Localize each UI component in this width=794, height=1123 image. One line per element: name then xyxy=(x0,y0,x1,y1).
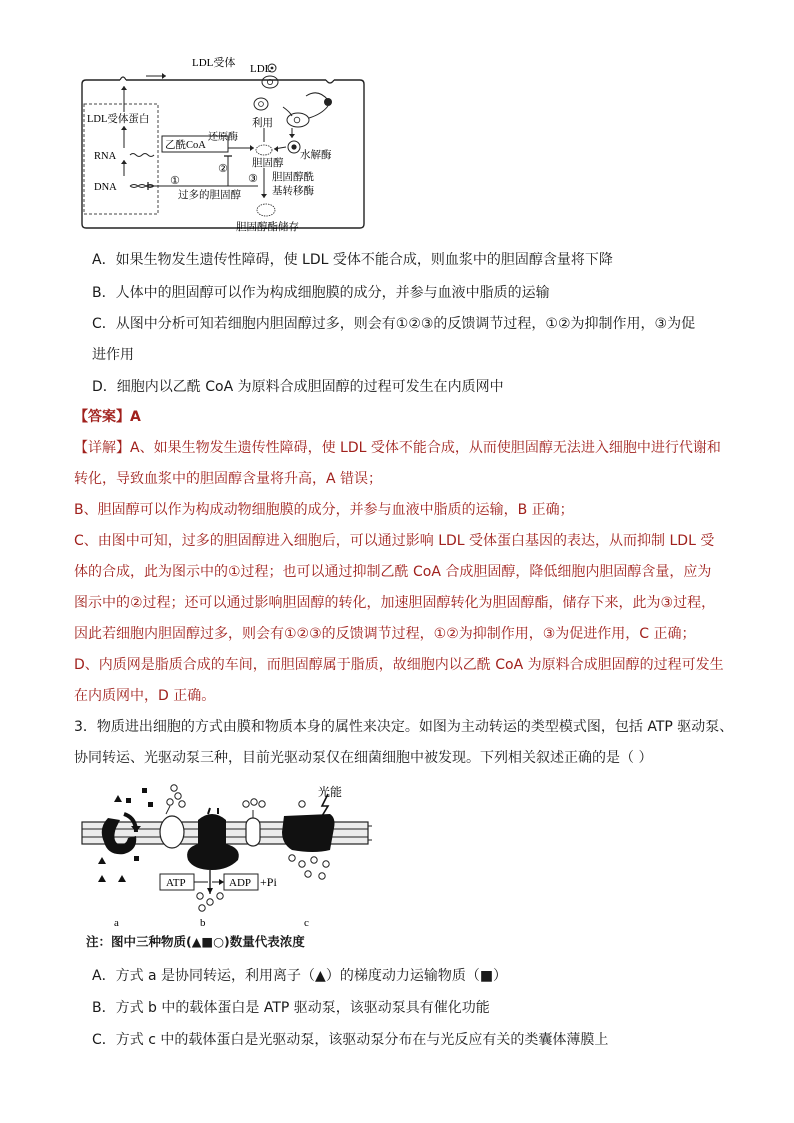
light-driven-pump-protein xyxy=(282,814,335,852)
solute-circle-icon xyxy=(197,893,203,899)
cholesterol-ester-icon xyxy=(257,204,275,216)
endocytic-vesicle-icon xyxy=(262,76,278,88)
q2-detail-line: B、胆固醇可以作为构成动物细胞膜的成分，并参与血液中脂质的运输，B 正确； xyxy=(74,502,574,518)
vesicle-icon xyxy=(254,98,268,110)
cholesterol-label: 胆固醇 xyxy=(252,158,284,169)
q2-detail-line: 在内质网中，D 正确。 xyxy=(74,688,216,704)
q3-stem-line-2: 协同转运、光驱动泵三种，目前光驱动泵仅在细菌细胞中被发现。下列相关叙述正确的是（ ） xyxy=(74,750,653,766)
endosome-icon xyxy=(287,113,309,127)
label-c: c xyxy=(304,917,309,929)
solute-circle-icon xyxy=(319,873,325,879)
light-label: 光能 xyxy=(318,785,343,799)
atp-label: ATP xyxy=(166,877,186,889)
q3-option-a: A．方式 a 是协同转运，利用离子（▲）的梯度动力运输物质（■） xyxy=(92,968,508,984)
q2-option-a: A．如果生物发生遗传性障碍，使 LDL 受体不能合成，则血浆中的胆固醇含量将下降 xyxy=(92,252,613,268)
ion-triangle-icon xyxy=(98,857,106,864)
solute-circle-icon xyxy=(289,855,295,861)
solute-circle-icon xyxy=(179,801,185,807)
q2-detail-line: 图示中的②过程；还可以通过影响胆固醇的转化，加速胆固醇转化为胆固醇酯，储存下来，此为③过程， xyxy=(74,595,716,611)
solute-square-icon xyxy=(134,856,139,861)
solute-circle-icon xyxy=(167,799,173,805)
label-b: b xyxy=(200,917,206,929)
pi-label: +Pi xyxy=(260,875,277,889)
solute-circle-icon xyxy=(217,893,223,899)
acyltransferase-label-1: 胆固醇酰 xyxy=(272,172,314,183)
solute-square-icon xyxy=(142,788,147,793)
label-a: a xyxy=(114,917,119,929)
marker-1: ① xyxy=(170,174,180,187)
q2-option-c-line-1: C．从图中分析可知若细胞内胆固醇过多，则会有①②③的反馈调节过程，①②为抑制作用，③为促 xyxy=(92,316,696,332)
q3-stem-line-1: 3．物质进出细胞的方式由膜和物质本身的属性来决定。如图为主动转运的类型模式图，包括 ATP 驱动泵、 xyxy=(74,719,734,735)
solute-circle-icon xyxy=(199,905,205,911)
ester-storage-label: 胆固醇酯储存 xyxy=(236,222,299,233)
rna-label: RNA xyxy=(94,151,117,162)
hydrolase-label: 水解酶 xyxy=(300,150,332,161)
returning-vesicle-icon xyxy=(324,98,332,106)
reductase-label: 还原酶 xyxy=(208,132,238,143)
solute-circle-icon xyxy=(243,801,249,807)
solute-circle-icon xyxy=(259,801,265,807)
q3-option-c: C．方式 c 中的载体蛋白是光驱动泵，该驱动泵分布在与光反应有关的类囊体薄膜上 xyxy=(92,1032,609,1048)
dna-label: DNA xyxy=(94,182,117,193)
q3-figure-note: 注：图中三种物质(▲■○)数量代表浓度 xyxy=(86,934,305,949)
solute-circle-icon xyxy=(171,785,177,791)
q2-option-d: D．细胞内以乙酰 CoA 为原料合成胆固醇的过程可发生在内质网中 xyxy=(92,379,504,395)
ldl-receptor-protein-label: LDL受体蛋白 xyxy=(87,114,150,125)
carrier-protein xyxy=(160,816,184,848)
q2-detail-line: 体的合成，此为图示中的①过程；也可以通过抑制乙酰 CoA 合成胆固醇，降低细胞内胆固醇含量，应为 xyxy=(74,564,712,580)
acyltransferase-label-2: 基转移酶 xyxy=(272,186,314,197)
solute-circle-icon xyxy=(311,857,317,863)
cholesterol-regulation-diagram xyxy=(78,52,370,234)
q2-detail-line: 因此若细胞内胆固醇过多，则会有①②③的反馈调节过程，①②为抑制作用，③为促进作用，C 正确； xyxy=(74,626,696,642)
q2-answer: 【答案】A xyxy=(74,409,141,425)
adp-label: ADP xyxy=(229,877,252,889)
marker-2: ② xyxy=(218,162,228,175)
solute-circle-icon xyxy=(175,793,181,799)
active-transport-diagram xyxy=(78,784,378,930)
marker-3: ③ xyxy=(248,172,258,185)
solute-circle-icon xyxy=(251,799,257,805)
excess-cholesterol-label: 过多的胆固醇 xyxy=(178,190,241,201)
cholesterol-icon xyxy=(256,145,272,155)
q2-option-c-line-2: 进作用 xyxy=(92,347,134,363)
solute-circle-icon xyxy=(299,801,305,807)
q2-detail-line: 转化，导致血浆中的胆固醇含量将升高，A 错误； xyxy=(74,471,383,487)
ldl-receptor-label: LDL受体 xyxy=(192,57,236,69)
acetyl-coa-label: 乙酰CoA xyxy=(165,140,206,151)
solute-circle-icon xyxy=(207,899,213,905)
solute-square-icon xyxy=(126,798,131,803)
q2-option-b: B．人体中的胆固醇可以作为构成细胞膜的成分，并参与血液中脂质的运输 xyxy=(92,285,550,301)
q2-detail-line: D、内质网是脂质合成的车间，而胆固醇属于脂质，故细胞内以乙酰 CoA 为原料合成胆固醇的过程可发生 xyxy=(74,657,724,673)
ldl-label: LDL xyxy=(250,63,272,75)
solute-circle-icon xyxy=(323,861,329,867)
solute-circle-icon xyxy=(305,871,311,877)
ion-triangle-icon xyxy=(114,795,122,802)
q3-option-b: B．方式 b 中的载体蛋白是 ATP 驱动泵，该驱动泵具有催化功能 xyxy=(92,1000,490,1016)
use-label: 利用 xyxy=(252,118,273,129)
solute-square-icon xyxy=(148,802,153,807)
ion-triangle-icon xyxy=(98,875,106,882)
rna-strand-icon xyxy=(130,154,154,157)
channel-protein xyxy=(246,818,260,846)
solute-circle-icon xyxy=(299,861,305,867)
ion-triangle-icon xyxy=(118,875,126,882)
q2-detail-line: 【详解】A、如果生物发生遗传性障碍，使 LDL 受体不能合成，从而使胆固醇无法进入细胞中进行代谢和 xyxy=(74,440,721,456)
q2-detail-line: C、由图中可知，过多的胆固醇进入细胞后，可以通过影响 LDL 受体蛋白基因的表达，从而抑制 LDL 受 xyxy=(74,533,715,549)
